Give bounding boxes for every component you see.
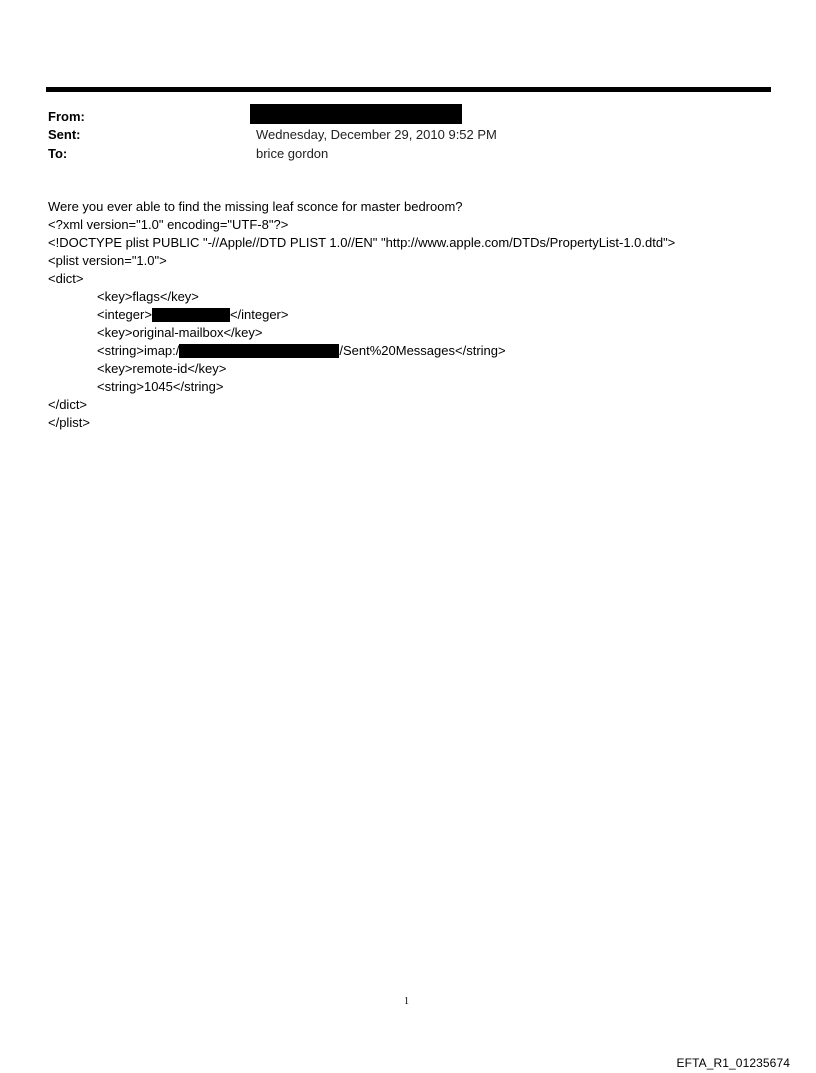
doctype-line: <!DOCTYPE plist PUBLIC "-//Apple//DTD PLIST 1.0//EN" "http://www.apple.com/DTDs/PropertyList-1.0.dtd"> xyxy=(48,235,676,250)
xml-declaration: <?xml version="1.0" encoding="UTF-8"?> xyxy=(48,217,289,232)
header-rule xyxy=(46,87,771,92)
string-imap-line xyxy=(97,342,506,360)
integer-redaction xyxy=(152,308,230,322)
dict-open: <dict> xyxy=(48,271,84,286)
string-imap-open: <string>imap:/ xyxy=(97,343,180,358)
key-flags: <key>flags</key> xyxy=(97,289,199,304)
page-number: 1 xyxy=(404,996,409,1007)
plist-close: </plist> xyxy=(48,415,90,430)
integer-close: </integer> xyxy=(229,307,289,322)
document-id: EFTA_R1_01235674 xyxy=(676,1056,790,1070)
integer-line xyxy=(97,306,288,324)
imap-redaction xyxy=(179,344,339,358)
integer-open: <integer> xyxy=(97,307,152,322)
from-redaction xyxy=(250,104,462,124)
sent-label: Sent: xyxy=(48,127,81,142)
string-remote: <string>1045</string> xyxy=(97,379,224,394)
key-mailbox: <key>original-mailbox</key> xyxy=(97,325,263,340)
plist-open: <plist version="1.0"> xyxy=(48,253,167,268)
key-remote: <key>remote-id</key> xyxy=(97,361,227,376)
from-label: From: xyxy=(48,109,85,124)
sent-value: Wednesday, December 29, 2010 9:52 PM xyxy=(256,127,497,142)
to-label: To: xyxy=(48,146,68,161)
dict-close: </dict> xyxy=(48,397,88,412)
to-value: brice gordon xyxy=(256,146,329,161)
message-text: Were you ever able to find the missing leaf sconce for master bedroom? xyxy=(48,199,463,214)
string-imap-close: /Sent%20Messages</string> xyxy=(339,343,506,358)
